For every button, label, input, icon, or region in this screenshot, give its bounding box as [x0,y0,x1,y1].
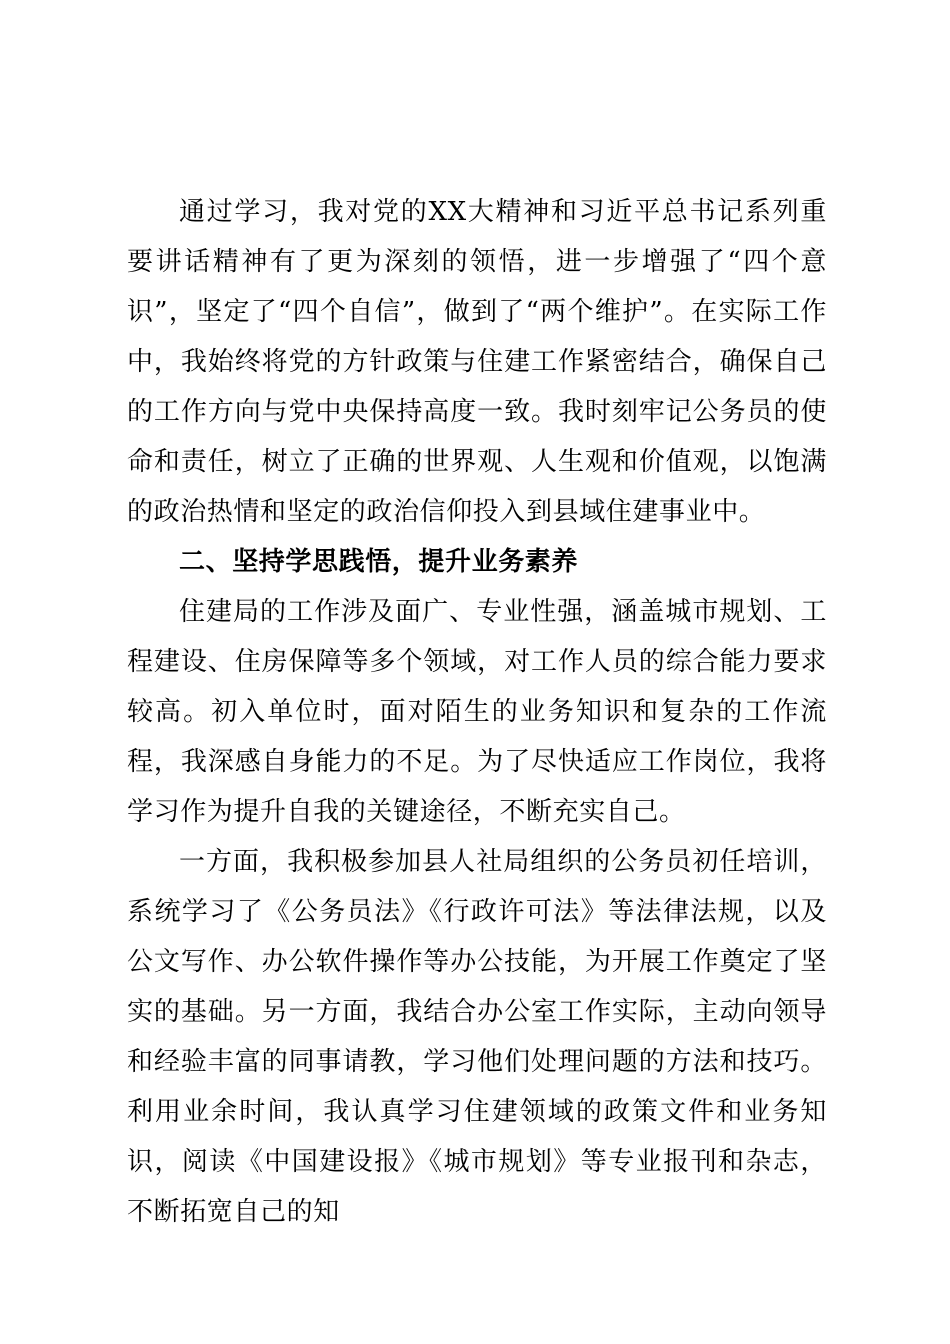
paragraph-training: 一方面，我积极参加县人社局组织的公务员初任培训，系统学习了《公务员法》《行政许可法》等法律法规，以及公文写作、办公软件操作等办公技能，为开展工作奠定了坚实的基础。另一方面，我结合办公室工作实际，主动向领导和经验丰富的同事请教，学习他们处理问题的方法和技巧。利用业余时间，我认真学习住建领域的政策文件和业务知识，阅读《中国建设报》《城市规划》等专业报刊和杂志，不断拓宽自己的知 [127,847,827,1227]
section-heading-2: 二、坚持学思践悟，提升业务素养 [179,547,579,577]
document-body [127,187,827,1237]
paragraph-work-intro: 住建局的工作涉及面广、专业性强，涵盖城市规划、工程建设、住房保障等多个领域，对工作人员的综合能力要求较高。初入单位时，面对陌生的业务知识和复杂的工作流程，我深感自身能力的不足。为了尽快适应工作岗位，我将学习作为提升自我的关键途径，不断充实自己。 [127,597,827,827]
paragraph-political-study: 通过学习，我对党的XX大精神和习近平总书记系列重要讲话精神有了更为深刻的领悟，进一步增强了“四个意识”，坚定了“四个自信”，做到了“两个维护”。在实际工作中，我始终将党的方针政策与住建工作紧密结合，确保自己的工作方向与党中央保持高度一致。我时刻牢记公务员的使命和责任，树立了正确的世界观、人生观和价值观，以饱满的政治热情和坚定的政治信仰投入到县域住建事业中。 [127,197,827,527]
